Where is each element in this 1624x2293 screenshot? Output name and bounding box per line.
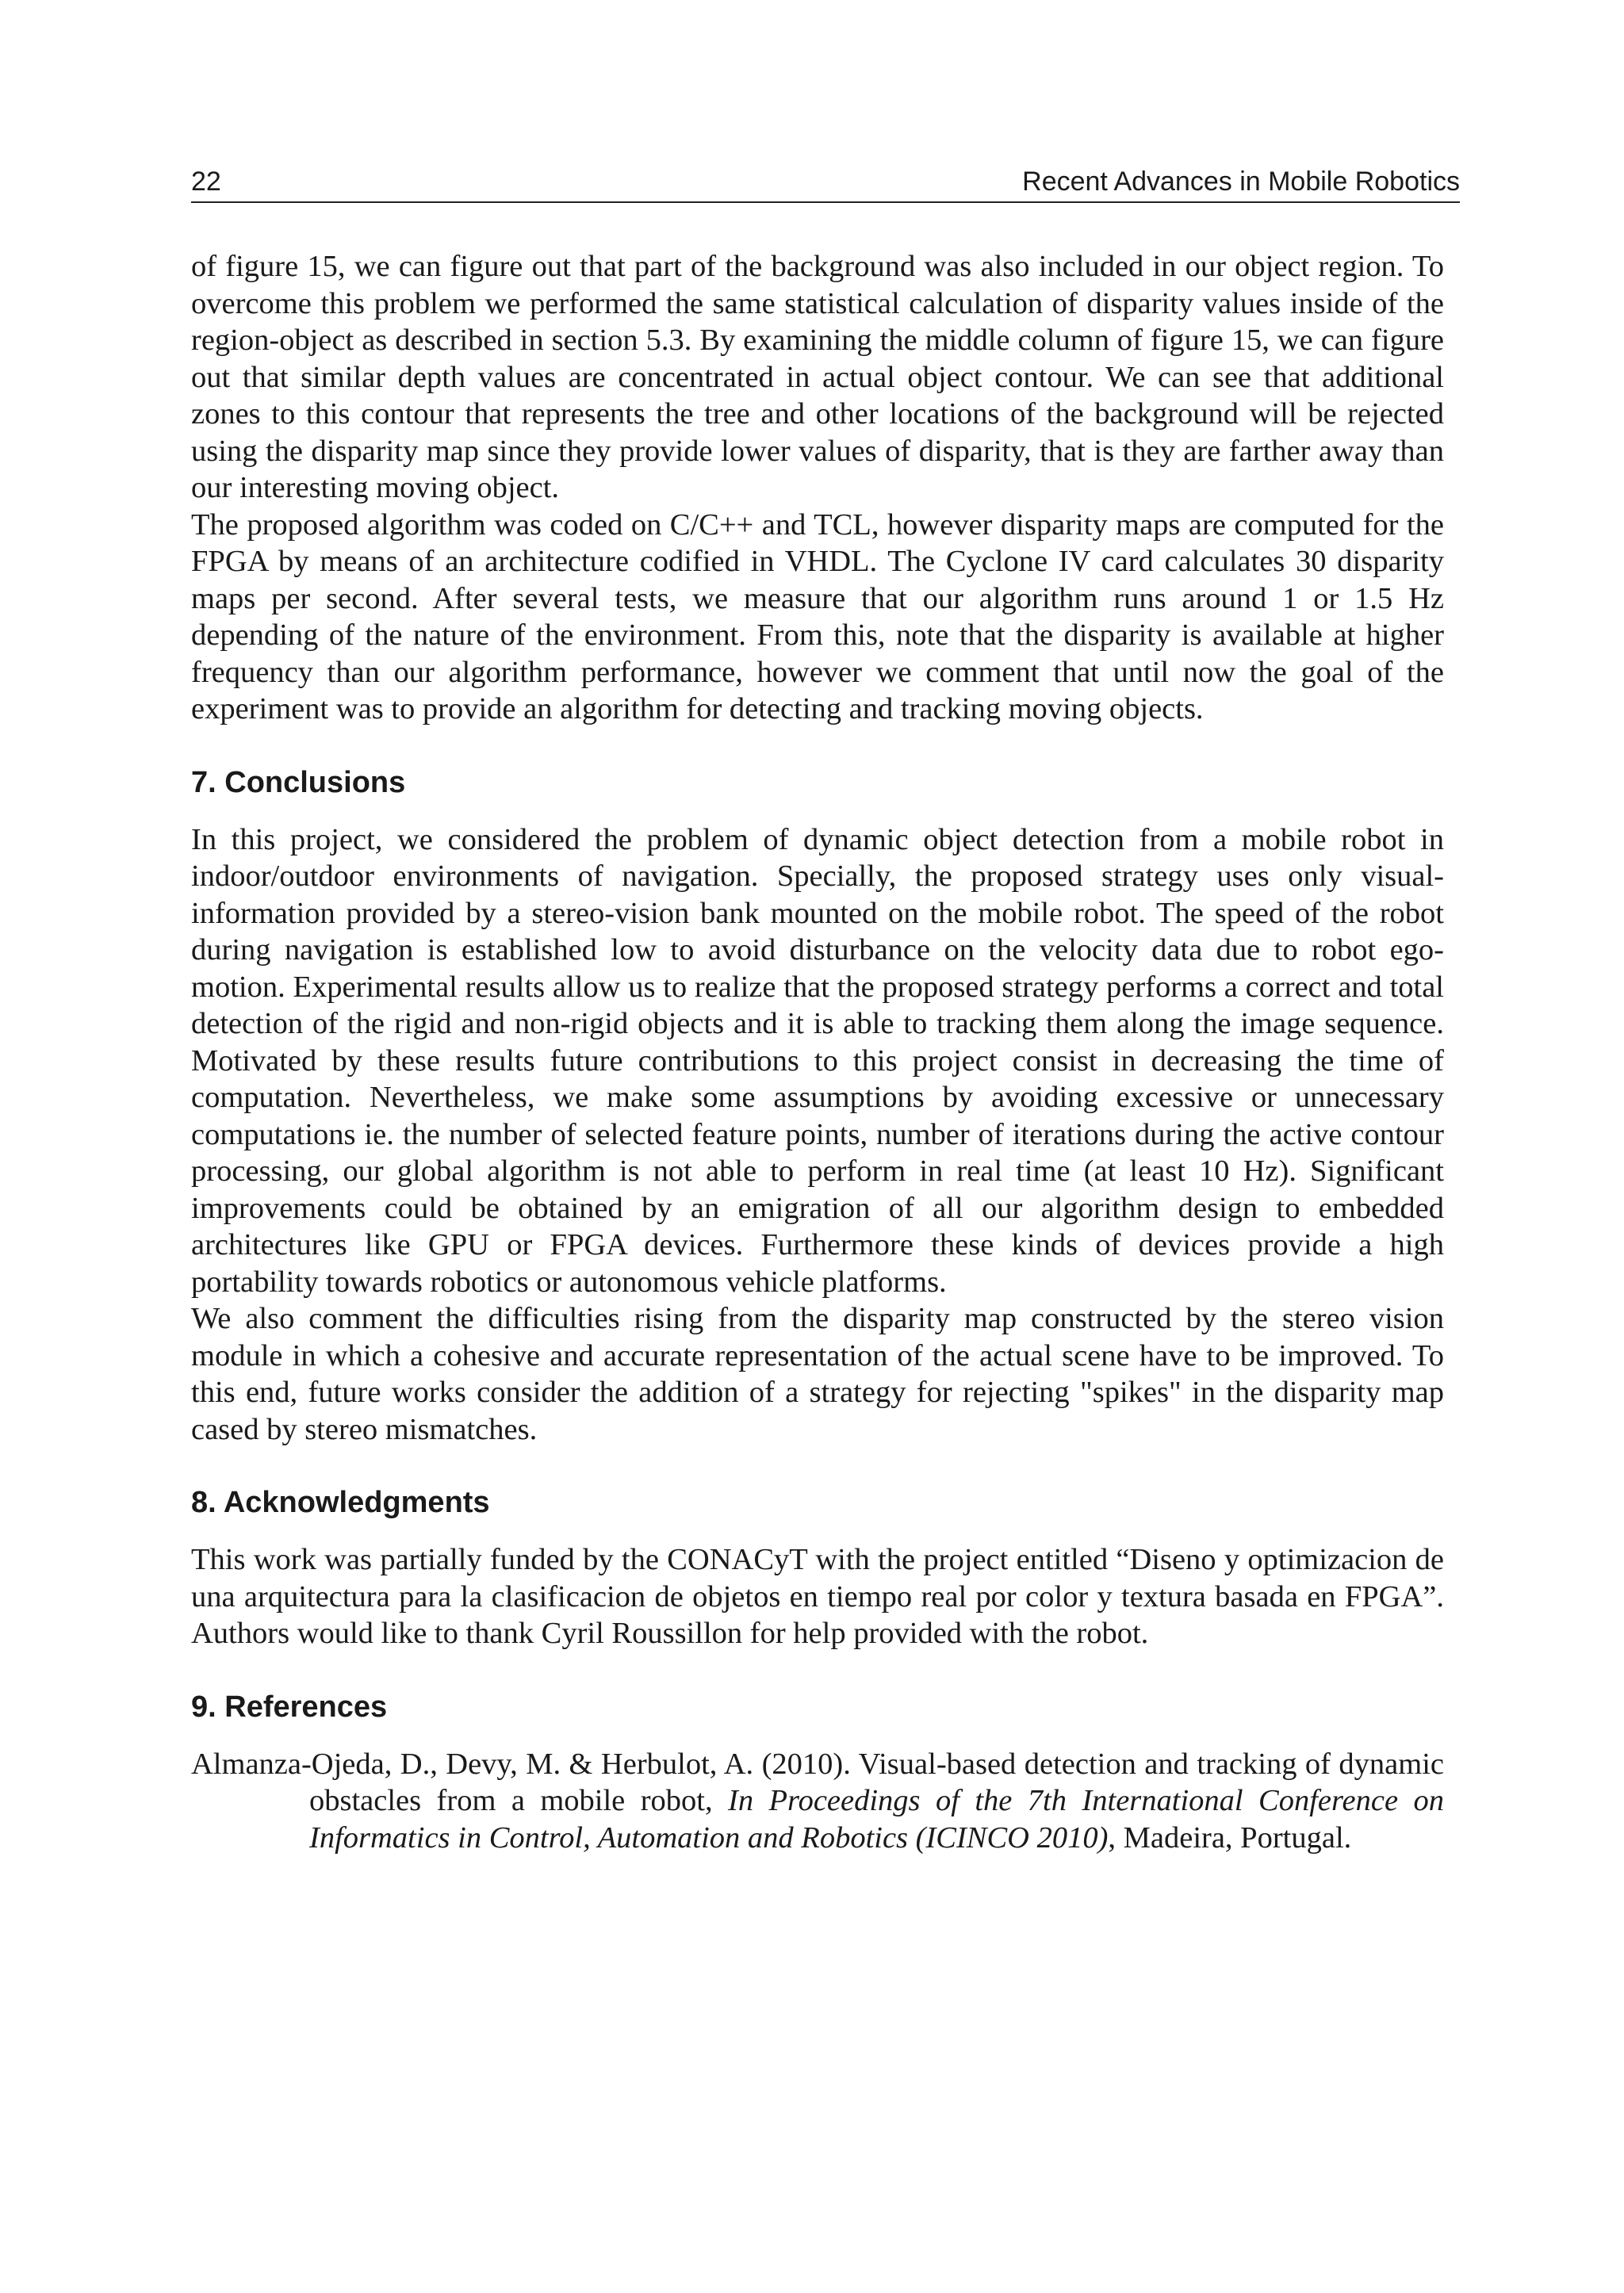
conclusions-paragraph-1: In this project, we considered the problem of dynamic object detection from a mobile robot in indoor/outdoor environments of navigation. Specially, the proposed strategy uses only visual-information provided by a stereo-vision bank mounted on the mobile robot. The speed of the robot during navigation is established low to avoid disturbance on the velocity data due to robot ego-motion. Experimental results allow us to realize that the proposed strategy performs a correct and total detection of the rigid and non-rigid objects and it is able to tracking them along the image sequence. Motivated by these results future contributions to this project consist in decreasing the time of computation. Nevertheless, we make some assumptions by avoiding excessive or unnecessary computations ie. the number of selected feature points, number of iterations during the active contour processing, our global algorithm is not able to perform in real time (at least 10 Hz). Significant improvements could be obtained by an emigration of all our algorithm design to embedded architectures like GPU or FPGA devices. Furthermore these kinds of devices provide a high portability towards robotics or autonomous vehicle platforms. — [191, 822, 1444, 1299]
running-header — [191, 163, 1460, 200]
book-title: Recent Advances in Mobile Robotics — [1022, 167, 1460, 197]
references-heading: 9. References — [191, 1690, 388, 1724]
acknowledgments-paragraph: This work was partially funded by the CONACyT with the project entitled “Diseno y optimizacion de una arquitectura para la clasificacion de objetos en tiempo real por color y textura basada en FPGA”. Authors would like to thank Cyril Roussillon for help provided with the robot. — [191, 1543, 1444, 1650]
reference-item — [191, 1746, 1444, 1857]
reference-location: , Madeira, Portugal. — [1108, 1820, 1352, 1855]
acknowledgments-heading: 8. Acknowledgments — [191, 1486, 490, 1519]
reference-authors-title: Almanza-Ojeda, D., Devy, M. & Herbulot, A. (2010). Visual-based detection and tracking of dynamic obstacles from a mobile robot, — [191, 1747, 1444, 1817]
body-text — [191, 248, 1444, 1856]
body-paragraph-1: of figure 15, we can figure out that part of the background was also included in our object region. To overcome this problem we performed the same statistical calculation of disparity values inside of the region-object as described in section 5.3. By examining the middle column of figure 15, we can figure out that similar depth values are concentrated in actual object contour. We can see that additional zones to this contour that represents the tree and other locations of the background will be rejected using the disparity map since they provide lower values of disparity, that is they are farther away than our interesting moving object. — [191, 250, 1444, 504]
conclusions-paragraph-2: We also comment the difficulties rising from the disparity map constructed by the stereo vision module in which a cohesive and accurate representation of the actual scene have to be improved. To this end, future works consider the addition of a strategy for rejecting "spikes" in the disparity map cased by stereo mismatches. — [191, 1302, 1444, 1446]
reference-venue: In Proceedings of the 7th International Conference on Informatics in Control, Automation and Robotics (ICINCO 2010) — [309, 1784, 1444, 1855]
page-number: 22 — [191, 167, 221, 197]
header-rule — [191, 201, 1460, 203]
conclusions-heading: 7. Conclusions — [191, 765, 406, 799]
body-paragraph-2: The proposed algorithm was coded on C/C++ and TCL, however disparity maps are computed for the FPGA by means of an architecture codified in VHDL. The Cyclone IV card calculates 30 disparity maps per second. After several tests, we measure that our algorithm runs around 1 or 1.5 Hz depending of the nature of the environment. From this, note that the disparity is available at higher frequency than our algorithm performance, however we comment that until now the goal of the experiment was to provide an algorithm for detecting and tracking moving objects. — [191, 507, 1444, 725]
